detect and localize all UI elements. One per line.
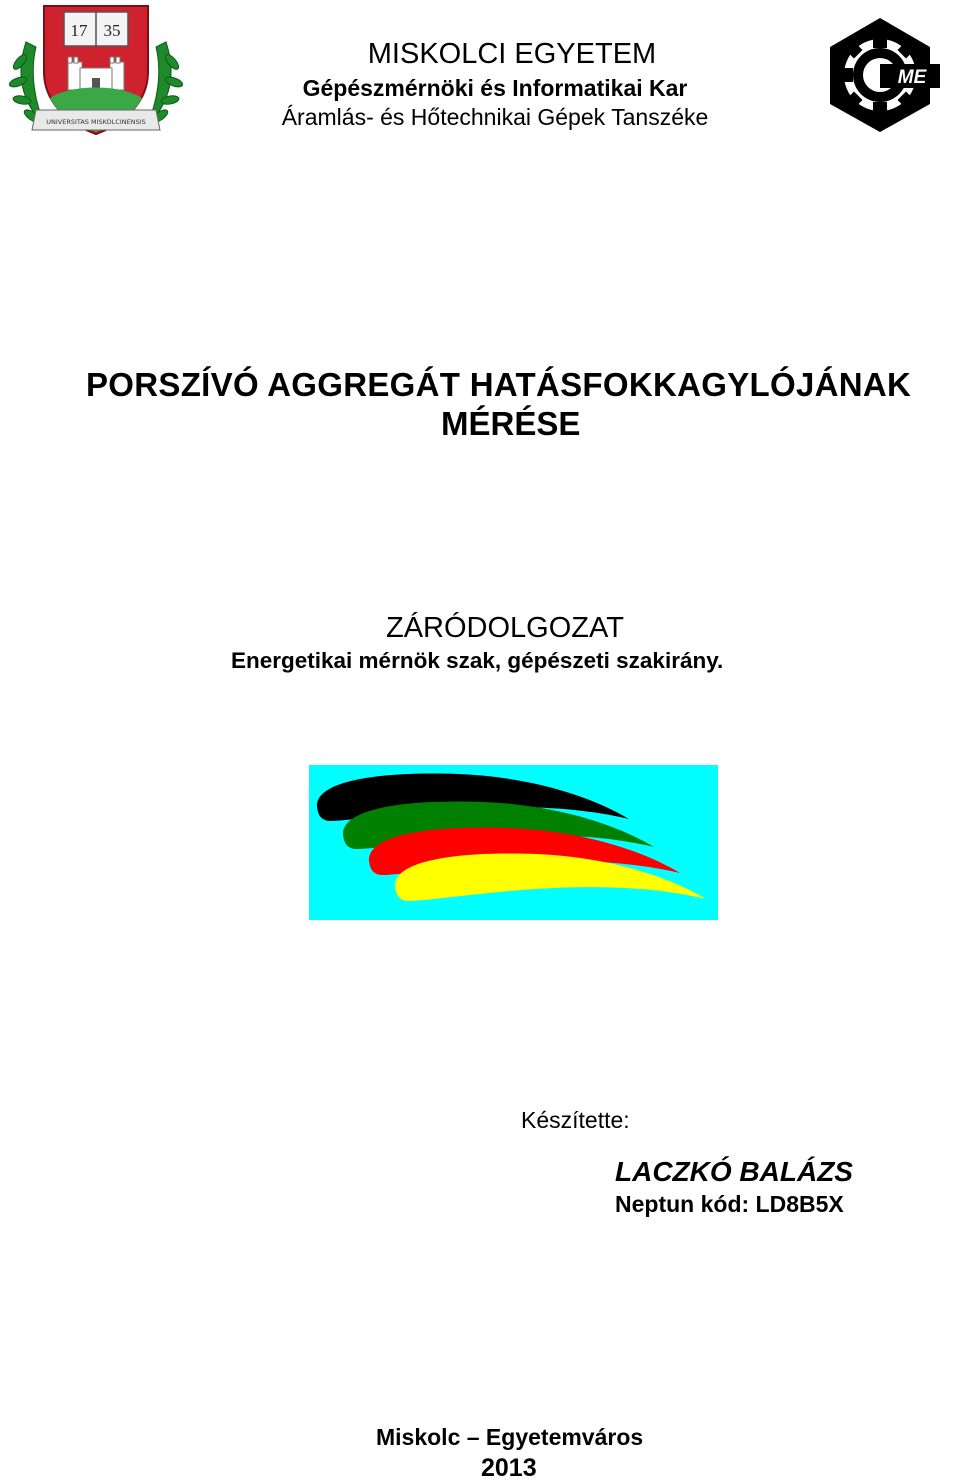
faculty-name: Gépészmérnöki és Informatikai Kar (302, 75, 688, 101)
year: 2013 (481, 1454, 537, 1482)
crest-banner-text: UNIVERSITAS MISKOLCINENSIS (46, 118, 146, 126)
crest-year-right: 35 (103, 21, 121, 40)
study-program: Energetikai mérnök szak, gépészeti szakirány. (231, 648, 724, 673)
author-name: LACZKÓ BALÁZS (615, 1156, 853, 1187)
me-logo-text: ME (897, 67, 927, 88)
department-name: Áramlás- és Hőtechnikai Gépek Tanszéke (281, 104, 709, 130)
university-name: MISKOLCI EGYETEM (367, 38, 657, 70)
document-type: ZÁRÓDOLGOZAT (386, 612, 624, 644)
prepared-by-label: Készítette: (521, 1107, 630, 1133)
crest-year-left: 17 (70, 21, 88, 40)
place: Miskolc – Egyetemváros (376, 1424, 644, 1450)
thesis-title-line-1: PORSZÍVÓ AGGREGÁT HATÁSFOKKAGYLÓJÁNAK (86, 366, 912, 403)
neptun-code: Neptun kód: LD8B5X (615, 1191, 844, 1217)
airfoils-icon (309, 765, 718, 920)
thesis-title-line-2: MÉRÉSE (441, 405, 581, 442)
